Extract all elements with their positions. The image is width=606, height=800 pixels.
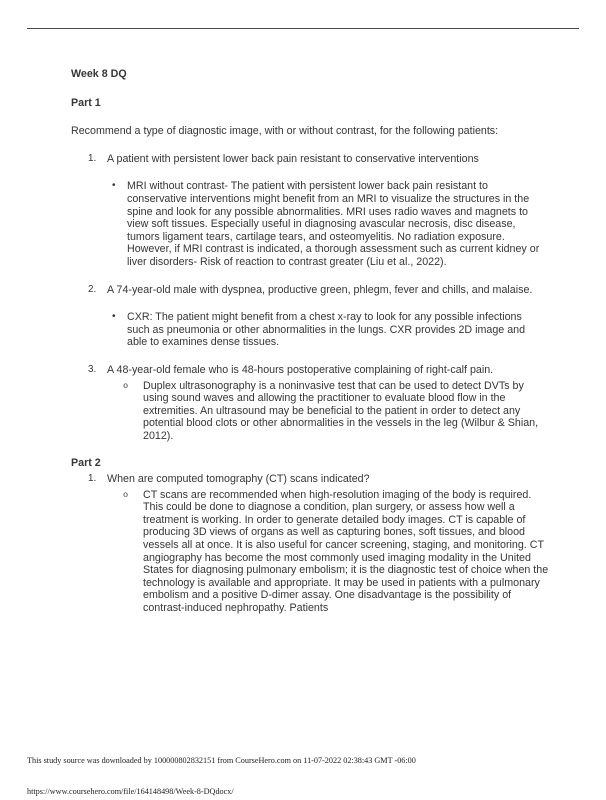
answer-paragraph: MRI without contrast- The patient with persistent lower back pain resistant to conservative interventions might benefit from an MRI to visualize the structures in the spine and look for any possible abnormalities. MRI uses radio waves and magnets to view soft tissues. Especially useful in diagnosing avascular necrosis, disc disease, tumors ligament tears, cartilage tears, and osteomyelitis. No radiation exposure. However, if MRI contrast is indicated, a thorough assessment such as current kidney or liver disorders- Risk of reaction to contrast greater (Liu et al., 2022). <box>127 180 540 268</box>
circle-bullet-icon: o <box>123 489 129 500</box>
part2-item-1-answer <box>123 489 555 615</box>
part2-heading: Part 2 <box>71 457 101 470</box>
part1-item-3-answer <box>123 380 555 443</box>
list-item-text: When are computed tomography (CT) scans indicated? <box>107 473 370 486</box>
part1-item-2 <box>88 284 555 297</box>
bullet-icon: • <box>112 311 116 323</box>
list-item-text: A 48-year-old female who is 48-hours postoperative complaining of right-calf pain. <box>107 363 494 376</box>
document-body <box>71 68 555 615</box>
coursehero-file-link[interactable]: https://www.coursehero.com/file/164148498/Week-8-DQdocx/ <box>27 787 234 796</box>
document-title: Week 8 DQ <box>71 68 127 80</box>
part1-item-1 <box>88 153 555 166</box>
part1-item-2-answer <box>112 311 555 349</box>
list-item-text: A patient with persistent lower back pain resistant to conservative interventions <box>107 152 479 165</box>
answer-paragraph: CT scans are recommended when high-resolution imaging of the body is required. This could be done to diagnose a condition, plan surgery, or assess how well a treatment is working. In order to generate detailed body images. CT is capable of producing 3D views of organs as well as capturing bones, soft tissues, and blood vessels all at once. It is also useful for cancer screening, staging, and monitoring. CT angiography has become the most commonly used imaging modality in the United States for diagnosing pulmonary embolism; it is the diagnostic test of choice when the technology is available and appropriate. It may be used in patients with a pulmonary embolism and a positive D-dimer assay. One disadvantage is the possibility of contrast-induced nephropathy. Patients <box>143 488 549 614</box>
list-number: 1. <box>88 152 97 164</box>
header-rule <box>27 28 579 29</box>
list-number: 2. <box>88 283 97 295</box>
answer-paragraph: Duplex ultrasonography is a noninvasive test that can be used to detect DVTs by using sound waves and allowing the practitioner to evaluate blood flow in the extremities. An ultrasound may be beneficial to the patient in order to detect any potential blood clots or other abnormalities in the vessels in the leg (Wilbur & Shian, 2012). <box>143 379 539 442</box>
part1-intro-paragraph: Recommend a type of diagnostic image, with or without contrast, for the following patients: <box>71 125 499 138</box>
list-number: 1. <box>88 473 97 485</box>
list-number: 3. <box>88 363 97 375</box>
list-item-text: A 74-year-old male with dyspnea, productive green, phlegm, fever and chills, and malaise. <box>107 283 533 296</box>
bullet-icon: • <box>112 180 116 192</box>
part2-item-1 <box>88 473 555 486</box>
part1-item-3 <box>88 364 555 377</box>
answer-paragraph: CXR: The patient might benefit from a chest x-ray to look for any possible infections such as pneumonia or other abnormalities in the lungs. CXR provides 2D image and able to examines dense tissues. <box>127 311 526 349</box>
part1-heading: Part 1 <box>71 96 101 109</box>
coursehero-download-note: This study source was downloaded by 100000802832151 from CourseHero.com on 11-07-2022 02:38:43 GMT -06:00 <box>27 756 416 765</box>
circle-bullet-icon: o <box>123 380 129 391</box>
part1-item-1-answer <box>112 180 555 268</box>
